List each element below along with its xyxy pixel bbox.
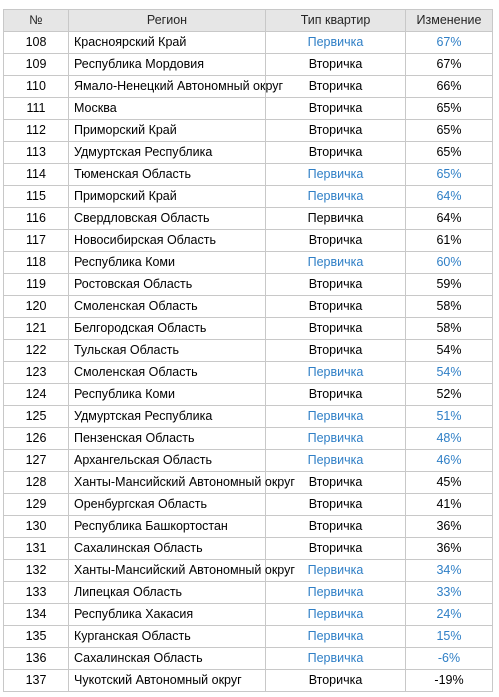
cell-type[interactable]: Первичка	[266, 428, 406, 450]
cell-type[interactable]: Первичка	[266, 560, 406, 582]
cell-num[interactable]: 113	[4, 142, 69, 164]
cell-type[interactable]: Первичка	[266, 648, 406, 670]
cell-region[interactable]: Оренбургская Область	[69, 494, 266, 516]
cell-region[interactable]: Ростовская Область	[69, 274, 266, 296]
cell-num[interactable]: 127	[4, 450, 69, 472]
table-row	[4, 296, 493, 318]
cell-num[interactable]: 115	[4, 186, 69, 208]
cell-num[interactable]: 137	[4, 670, 69, 692]
region-price-change-table	[3, 9, 493, 692]
cell-num[interactable]: 129	[4, 494, 69, 516]
table-row	[4, 538, 493, 560]
cell-num[interactable]: 112	[4, 120, 69, 142]
cell-change[interactable]: 36%	[406, 538, 493, 560]
cell-region[interactable]: Пензенская Область	[69, 428, 266, 450]
table-row	[4, 54, 493, 76]
cell-change[interactable]: 61%	[406, 230, 493, 252]
cell-change[interactable]: 46%	[406, 450, 493, 472]
cell-type[interactable]: Вторичка	[266, 516, 406, 538]
cell-type[interactable]: Первичка	[266, 406, 406, 428]
table-row	[4, 340, 493, 362]
cell-type[interactable]: Вторичка	[266, 538, 406, 560]
cell-num[interactable]: 117	[4, 230, 69, 252]
table-row	[4, 76, 493, 98]
cell-num[interactable]: 121	[4, 318, 69, 340]
cell-change[interactable]: 58%	[406, 318, 493, 340]
cell-change[interactable]: 54%	[406, 362, 493, 384]
table-row	[4, 626, 493, 648]
cell-region[interactable]: Чукотский Автономный округ	[69, 670, 266, 692]
cell-num[interactable]: 120	[4, 296, 69, 318]
cell-num[interactable]: 108	[4, 32, 69, 54]
cell-type[interactable]: Вторичка	[266, 670, 406, 692]
cell-num[interactable]: 125	[4, 406, 69, 428]
cell-change[interactable]: 60%	[406, 252, 493, 274]
table-row	[4, 252, 493, 274]
table-row	[4, 648, 493, 670]
cell-type[interactable]: Первичка	[266, 32, 406, 54]
table-row	[4, 472, 493, 494]
cell-region[interactable]: Приморский Край	[69, 120, 266, 142]
table-row	[4, 560, 493, 582]
table-row	[4, 450, 493, 472]
cell-region[interactable]: Приморский Край	[69, 186, 266, 208]
cell-type[interactable]: Первичка	[266, 362, 406, 384]
table-row	[4, 186, 493, 208]
cell-change[interactable]: 65%	[406, 98, 493, 120]
cell-region[interactable]: Ямало-Ненецкий Автономный округ	[69, 76, 266, 98]
cell-change[interactable]: 48%	[406, 428, 493, 450]
table-row	[4, 516, 493, 538]
cell-change[interactable]: 45%	[406, 472, 493, 494]
cell-type[interactable]: Вторичка	[266, 98, 406, 120]
cell-change[interactable]: 66%	[406, 76, 493, 98]
cell-region[interactable]: Новосибирская Область	[69, 230, 266, 252]
cell-num[interactable]: 130	[4, 516, 69, 538]
table-row	[4, 406, 493, 428]
cell-change[interactable]: 41%	[406, 494, 493, 516]
cell-change[interactable]: 15%	[406, 626, 493, 648]
cell-num[interactable]: 122	[4, 340, 69, 362]
cell-num[interactable]: 132	[4, 560, 69, 582]
cell-change[interactable]: 51%	[406, 406, 493, 428]
cell-region[interactable]: Архангельская Область	[69, 450, 266, 472]
cell-type[interactable]: Вторичка	[266, 54, 406, 76]
cell-type[interactable]: Первичка	[266, 186, 406, 208]
cell-type[interactable]: Первичка	[266, 450, 406, 472]
header-num[interactable]: №	[4, 10, 69, 32]
cell-type[interactable]: Вторичка	[266, 76, 406, 98]
cell-change[interactable]: 52%	[406, 384, 493, 406]
cell-num[interactable]: 111	[4, 98, 69, 120]
cell-num[interactable]: 114	[4, 164, 69, 186]
table-row	[4, 494, 493, 516]
cell-region[interactable]: Тульская Область	[69, 340, 266, 362]
cell-change[interactable]: 58%	[406, 296, 493, 318]
cell-region[interactable]: Ханты-Мансийский Автономный округ	[69, 472, 266, 494]
cell-region[interactable]: Тюменская Область	[69, 164, 266, 186]
cell-num[interactable]: 123	[4, 362, 69, 384]
table-row	[4, 208, 493, 230]
cell-type[interactable]: Вторичка	[266, 120, 406, 142]
cell-type[interactable]: Вторичка	[266, 494, 406, 516]
table-header	[4, 10, 493, 32]
header-type[interactable]: Тип квартир	[266, 10, 406, 32]
cell-num[interactable]: 119	[4, 274, 69, 296]
cell-num[interactable]: 136	[4, 648, 69, 670]
table-row	[4, 362, 493, 384]
cell-type[interactable]: Вторичка	[266, 142, 406, 164]
cell-type[interactable]: Вторичка	[266, 230, 406, 252]
table-row	[4, 142, 493, 164]
cell-region[interactable]: Республика Мордовия	[69, 54, 266, 76]
header-region[interactable]: Регион	[69, 10, 266, 32]
table-row	[4, 604, 493, 626]
table-row	[4, 428, 493, 450]
cell-region[interactable]: Свердловская Область	[69, 208, 266, 230]
table-row	[4, 120, 493, 142]
table-row	[4, 32, 493, 54]
table-body	[4, 32, 493, 692]
cell-type[interactable]: Вторичка	[266, 318, 406, 340]
table-row	[4, 230, 493, 252]
cell-num[interactable]: 131	[4, 538, 69, 560]
cell-region[interactable]: Ханты-Мансийский Автономный округ	[69, 560, 266, 582]
cell-num[interactable]: 133	[4, 582, 69, 604]
cell-change[interactable]: 67%	[406, 54, 493, 76]
table-row	[4, 164, 493, 186]
table-row	[4, 582, 493, 604]
cell-region[interactable]: Сахалинская Область	[69, 538, 266, 560]
cell-change[interactable]: 34%	[406, 560, 493, 582]
cell-change[interactable]: -19%	[406, 670, 493, 692]
cell-change[interactable]: 54%	[406, 340, 493, 362]
cell-region[interactable]: Белгородская Область	[69, 318, 266, 340]
cell-type[interactable]: Первичка	[266, 604, 406, 626]
cell-num[interactable]: 109	[4, 54, 69, 76]
cell-num[interactable]: 116	[4, 208, 69, 230]
cell-num[interactable]: 135	[4, 626, 69, 648]
cell-change[interactable]: 65%	[406, 164, 493, 186]
cell-region[interactable]: Удмуртская Республика	[69, 142, 266, 164]
cell-type[interactable]: Вторичка	[266, 340, 406, 362]
table-row	[4, 384, 493, 406]
cell-region[interactable]: Удмуртская Республика	[69, 406, 266, 428]
cell-type[interactable]: Вторичка	[266, 384, 406, 406]
cell-region[interactable]: Республика Башкортостан	[69, 516, 266, 538]
header-change[interactable]: Изменение	[406, 10, 493, 32]
cell-change[interactable]: 36%	[406, 516, 493, 538]
cell-type[interactable]: Первичка	[266, 626, 406, 648]
cell-num[interactable]: 134	[4, 604, 69, 626]
cell-region[interactable]: Смоленская Область	[69, 362, 266, 384]
cell-change[interactable]: 64%	[406, 208, 493, 230]
cell-type[interactable]: Вторичка	[266, 296, 406, 318]
cell-num[interactable]: 128	[4, 472, 69, 494]
cell-num[interactable]: 118	[4, 252, 69, 274]
cell-num[interactable]: 126	[4, 428, 69, 450]
cell-type[interactable]: Первичка	[266, 208, 406, 230]
table-row	[4, 670, 493, 692]
table-row	[4, 318, 493, 340]
cell-type[interactable]: Вторичка	[266, 472, 406, 494]
cell-num[interactable]: 110	[4, 76, 69, 98]
table-row	[4, 98, 493, 120]
cell-type[interactable]: Первичка	[266, 582, 406, 604]
cell-type[interactable]: Первичка	[266, 252, 406, 274]
cell-change[interactable]: 59%	[406, 274, 493, 296]
cell-region[interactable]: Красноярский Край	[69, 32, 266, 54]
cell-region[interactable]: Сахалинская Область	[69, 648, 266, 670]
cell-region[interactable]: Липецкая Область	[69, 582, 266, 604]
cell-change[interactable]: 64%	[406, 186, 493, 208]
cell-region[interactable]: Республика Коми	[69, 384, 266, 406]
cell-type[interactable]: Первичка	[266, 164, 406, 186]
cell-change[interactable]: 65%	[406, 142, 493, 164]
table-row	[4, 274, 493, 296]
cell-change[interactable]: -6%	[406, 648, 493, 670]
cell-region[interactable]: Смоленская Область	[69, 296, 266, 318]
cell-region[interactable]: Республика Коми	[69, 252, 266, 274]
cell-region[interactable]: Курганская Область	[69, 626, 266, 648]
cell-num[interactable]: 124	[4, 384, 69, 406]
cell-change[interactable]: 33%	[406, 582, 493, 604]
cell-region[interactable]: Москва	[69, 98, 266, 120]
cell-change[interactable]: 65%	[406, 120, 493, 142]
cell-change[interactable]: 24%	[406, 604, 493, 626]
cell-region[interactable]: Республика Хакасия	[69, 604, 266, 626]
header-row	[4, 10, 493, 32]
cell-type[interactable]: Вторичка	[266, 274, 406, 296]
cell-change[interactable]: 67%	[406, 32, 493, 54]
